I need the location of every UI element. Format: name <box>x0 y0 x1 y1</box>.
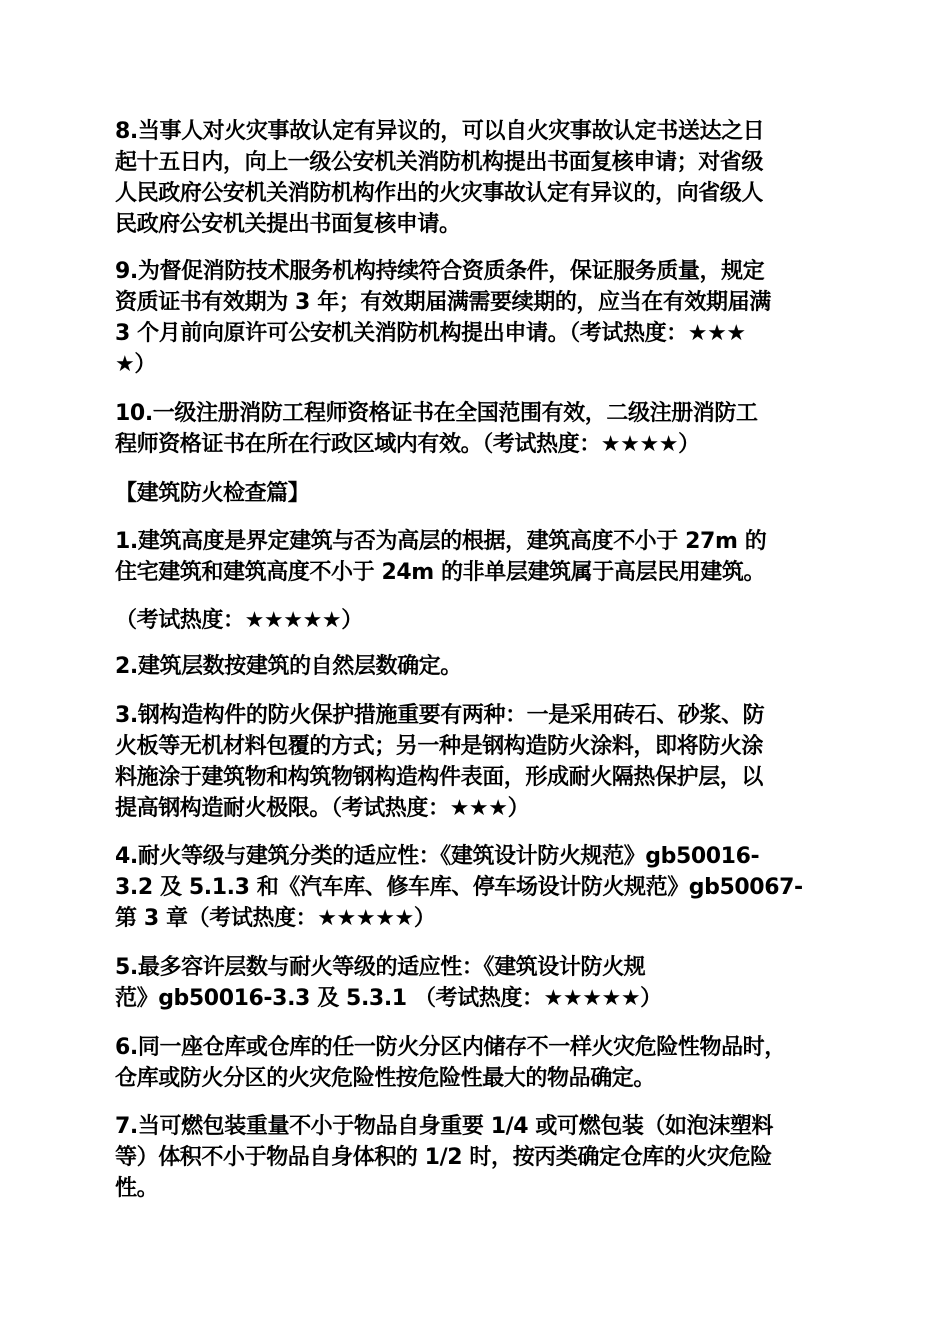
text-line: 6.同一座仓库或仓库的任一防火分区内储存不一样火灾危险性物品时， <box>115 1035 786 1060</box>
text-line: 3 个月前向原许可公安机关消防机构提出申请。（考试热度：★★★ <box>115 321 746 346</box>
paragraph-building-item-6 <box>115 1032 835 1094</box>
text-line: 资质证书有效期为 3 年；有效期届满需要续期的，应当在有效期届满 <box>115 290 771 315</box>
text-line: 1.建筑高度是界定建筑与否为高层的根据，建筑高度不小于 27m 的 <box>115 529 767 554</box>
paragraph-building-item-1 <box>115 526 835 588</box>
text-line: 第 3 章（考试热度：★★★★★） <box>115 906 436 931</box>
paragraph-item-8 <box>115 116 835 240</box>
text-line: 等）体积不小于物品自身体积的 1/2 时，按丙类确定仓库的火灾危险 <box>115 1145 772 1170</box>
section-heading <box>115 478 835 509</box>
text-line: 3.钢构造构件的防火保护措施重要有两种：一是采用砖石、砂浆、防 <box>115 703 765 728</box>
text-line: 火板等无机材料包覆的方式；另一种是钢构造防火涂料，即将防火涂 <box>115 734 764 759</box>
text-line: 【建筑防火检查篇】 <box>115 481 310 506</box>
text-line: 7.当可燃包装重量不小于物品自身重要 1/4 或可燃包装（如泡沫塑料 <box>115 1114 774 1139</box>
text-line: 范》gb50016-3.3 及 5.3.1 （考试热度：★★★★★） <box>115 986 662 1011</box>
text-line: 4.耐火等级与建筑分类的适应性：《建筑设计防火规范》gb50016- <box>115 844 760 869</box>
text-line: 提高钢构造耐火极限。（考试热度：★★★） <box>115 796 530 821</box>
text-line: 9.为督促消防技术服务机构持续符合资质条件，保证服务质量，规定 <box>115 259 765 284</box>
paragraph-building-item-4 <box>115 841 835 934</box>
text-line: 5.最多容许层数与耐火等级的适应性：《建筑设计防火规 <box>115 955 646 980</box>
text-line: 住宅建筑和建筑高度不小于 24m 的非单层建筑属于高层民用建筑。 <box>115 560 766 585</box>
text-line: 料施涂于建筑物和构筑物钢构造构件表面，形成耐火隔热保护层，以 <box>115 765 764 790</box>
text-line: 程师资格证书在所在行政区域内有效。（考试热度：★★★★） <box>115 432 700 457</box>
text-line: 仓库或防火分区的火灾危险性按危险性最大的物品确定。 <box>115 1066 656 1091</box>
text-line: 3.2 及 5.1.3 和《汽车库、修车库、停车场设计防火规范》gb50067- <box>115 875 803 900</box>
text-line: 8.当事人对火灾事故认定有异议的，可以自火灾事故认定书送达之日 <box>115 119 765 144</box>
text-line: ★） <box>115 352 156 377</box>
paragraph-building-item-5 <box>115 952 835 1014</box>
paragraph-building-item-7 <box>115 1111 835 1204</box>
paragraph-building-item-3 <box>115 700 835 824</box>
text-line: （考试热度：★★★★★） <box>115 608 363 633</box>
text-line: 2.建筑层数按建筑的自然层数确定。 <box>115 654 462 679</box>
paragraph-item-10 <box>115 398 835 460</box>
text-line: 民政府公安机关提出书面复核申请。 <box>115 212 461 237</box>
paragraph-item-9 <box>115 256 835 380</box>
paragraph-building-item-1-heat <box>115 605 835 636</box>
text-line: 人民政府公安机关消防机构作出的火灾事故认定有异议的，向省级人 <box>115 181 764 206</box>
text-line: 性。 <box>115 1176 159 1201</box>
paragraph-building-item-2 <box>115 651 835 682</box>
text-line: 起十五日内，向上一级公安机关消防机构提出书面复核申请；对省级 <box>115 150 764 175</box>
text-line: 10.一级注册消防工程师资格证书在全国范围有效，二级注册消防工 <box>115 401 758 426</box>
